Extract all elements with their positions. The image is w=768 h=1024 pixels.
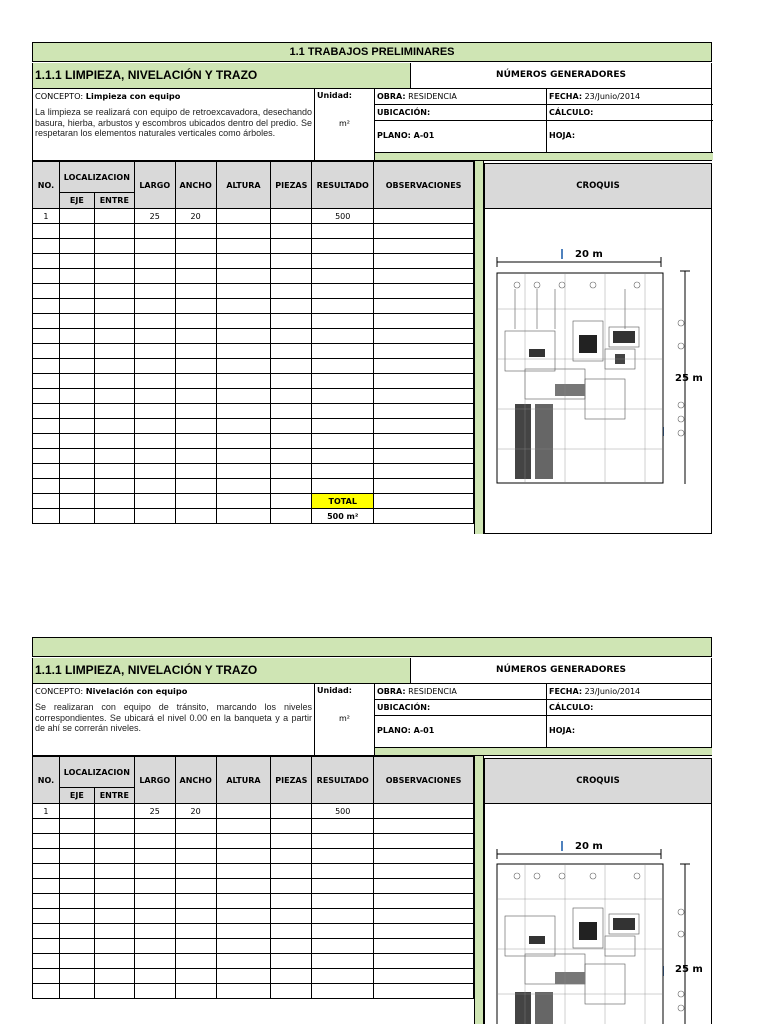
concepto-value: Nivelación con equipo	[85, 686, 188, 696]
col-localizacion: LOCALIZACION	[59, 757, 134, 788]
col-piezas: PIEZAS	[271, 162, 312, 209]
section-title: 1.1.1 LIMPIEZA, NIVELACIÓN Y TRAZO	[33, 658, 411, 683]
croquis-height-label: 25 m	[675, 964, 703, 975]
obra-cell	[375, 684, 547, 700]
green-strip	[375, 153, 713, 160]
separator-strip	[474, 161, 484, 534]
table-row	[33, 359, 474, 374]
table-row	[33, 834, 474, 849]
col-eje: EJE	[59, 788, 94, 804]
unidad-cell	[315, 89, 375, 160]
floor-plan-drawing	[485, 804, 711, 1024]
obra-block	[375, 684, 712, 755]
obra-value: RESIDENCIA	[408, 687, 457, 696]
fecha-cell	[547, 684, 712, 700]
green-strip	[375, 748, 712, 755]
separator-strip	[474, 756, 484, 1024]
table-row	[33, 434, 474, 449]
total-value-row	[33, 509, 474, 524]
croquis-header: CROQUIS	[484, 758, 712, 804]
cell-largo: 25	[134, 804, 175, 819]
plano-value: A-01	[413, 726, 435, 735]
calculo-label: CÁLCULO:	[547, 700, 712, 716]
col-resultado: RESULTADO	[312, 757, 374, 804]
table-row	[33, 924, 474, 939]
total-row	[33, 494, 474, 509]
table-row	[33, 464, 474, 479]
table-row	[33, 344, 474, 359]
croquis-panel	[484, 209, 712, 534]
table-row	[33, 449, 474, 464]
obra-block	[375, 89, 713, 160]
section-header	[32, 63, 712, 89]
table-row	[33, 389, 474, 404]
total-value: 500 m²	[312, 509, 374, 524]
unidad-cell	[315, 684, 375, 755]
table-row	[33, 969, 474, 984]
col-no: NO.	[33, 162, 60, 209]
col-altura: ALTURA	[216, 757, 271, 804]
section-title: 1.1.1 LIMPIEZA, NIVELACIÓN Y TRAZO	[33, 63, 411, 88]
table-row	[33, 209, 474, 224]
table-row	[33, 819, 474, 834]
obra-label: OBRA:	[377, 92, 406, 101]
col-observaciones: OBSERVACIONES	[374, 757, 474, 804]
ubicacion-label: UBICACIÓN:	[375, 700, 547, 716]
ubicacion-label: UBICACIÓN:	[375, 105, 547, 121]
table-row	[33, 479, 474, 494]
table-row	[33, 329, 474, 344]
croquis-panel	[484, 804, 712, 1024]
concepto-cell	[33, 89, 315, 160]
fecha-value: 23/Junio/2014	[584, 687, 641, 696]
unidad-label: Unidad:	[317, 686, 352, 695]
col-ancho: ANCHO	[175, 162, 216, 209]
cell-resultado: 500	[312, 209, 374, 224]
sheet-title: 1.1 TRABAJOS PRELIMINARES	[32, 42, 712, 62]
table-row	[33, 374, 474, 389]
table-row	[33, 239, 474, 254]
table-row	[33, 864, 474, 879]
sheet-title-bar	[32, 637, 712, 657]
col-entre: ENTRE	[94, 788, 134, 804]
col-localizacion: LOCALIZACION	[59, 162, 134, 193]
croquis-header: CROQUIS	[484, 163, 712, 209]
col-altura: ALTURA	[216, 162, 271, 209]
generadores-label: NÚMEROS GENERADORES	[496, 665, 626, 675]
concepto-label: CONCEPTO:	[35, 91, 84, 101]
concepto-label: CONCEPTO:	[35, 686, 84, 696]
table-row	[33, 299, 474, 314]
plano-label: PLANO:	[377, 726, 411, 735]
fecha-label: FECHA:	[549, 687, 583, 696]
col-eje: EJE	[59, 193, 94, 209]
col-largo: LARGO	[134, 757, 175, 804]
fecha-label: FECHA:	[549, 92, 583, 101]
calculo-label: CÁLCULO:	[547, 105, 713, 121]
obra-label: OBRA:	[377, 687, 406, 696]
table-row	[33, 224, 474, 239]
plano-value: A-01	[413, 131, 435, 140]
col-largo: LARGO	[134, 162, 175, 209]
cell-ancho: 20	[175, 209, 216, 224]
table-row	[33, 879, 474, 894]
cell-no: 1	[33, 804, 60, 819]
obra-value: RESIDENCIA	[408, 92, 457, 101]
sheet-2	[32, 637, 712, 1024]
hoja-label: HOJA:	[547, 121, 713, 153]
concepto-cell	[33, 684, 315, 755]
table-row	[33, 284, 474, 299]
measurements-table	[32, 756, 474, 999]
col-entre: ENTRE	[94, 193, 134, 209]
plano-cell	[375, 121, 547, 153]
table-row	[33, 909, 474, 924]
table-row	[33, 314, 474, 329]
unidad-label: Unidad:	[317, 91, 352, 100]
concepto-description: Se realizaran con equipo de tránsito, marcando los niveles correspondientes. Se ubicará el nivel 0.00 en la banqueta y a partir de ahí se correrán niveles.	[35, 702, 312, 733]
section-header	[32, 658, 712, 684]
col-no: NO.	[33, 757, 60, 804]
table-row	[33, 894, 474, 909]
info-block	[32, 684, 712, 756]
cell-largo: 25	[134, 209, 175, 224]
generadores-label: NÚMEROS GENERADORES	[496, 70, 626, 80]
plano-cell	[375, 716, 547, 748]
col-observaciones: OBSERVACIONES	[374, 162, 474, 209]
total-label: TOTAL	[312, 494, 374, 509]
table-row	[33, 269, 474, 284]
table-row	[33, 254, 474, 269]
table-row	[33, 419, 474, 434]
table-row	[33, 849, 474, 864]
croquis-height-label: 25 m	[675, 373, 703, 384]
table-row	[33, 984, 474, 999]
concepto-value: Limpieza con equipo	[85, 91, 181, 101]
info-block	[32, 89, 712, 161]
fecha-value: 23/Junio/2014	[584, 92, 641, 101]
plano-label: PLANO:	[377, 131, 411, 140]
col-ancho: ANCHO	[175, 757, 216, 804]
cell-resultado: 500	[312, 804, 374, 819]
obra-cell	[375, 89, 547, 105]
concepto-description: La limpieza se realizará con equipo de retroexcavadora, desechando basura, hierba, arbustos y escombros ubicados dentro del predio. Se respetaran los elementos naturales verticales como árboles.	[35, 107, 312, 138]
croquis-width-label: 20 m	[575, 841, 603, 852]
fecha-cell	[547, 89, 713, 105]
table-row	[33, 404, 474, 419]
croquis-width-label: 20 m	[575, 249, 603, 260]
hoja-label: HOJA:	[547, 716, 712, 748]
cell-no: 1	[33, 209, 60, 224]
table-row	[33, 954, 474, 969]
col-resultado: RESULTADO	[312, 162, 374, 209]
table-row	[33, 939, 474, 954]
cell-ancho: 20	[175, 804, 216, 819]
unidad-value: m²	[339, 119, 350, 128]
sheet-1	[32, 42, 712, 536]
unidad-value: m²	[339, 714, 350, 723]
measurements-table	[32, 161, 474, 524]
col-piezas: PIEZAS	[271, 757, 312, 804]
table-row	[33, 804, 474, 819]
